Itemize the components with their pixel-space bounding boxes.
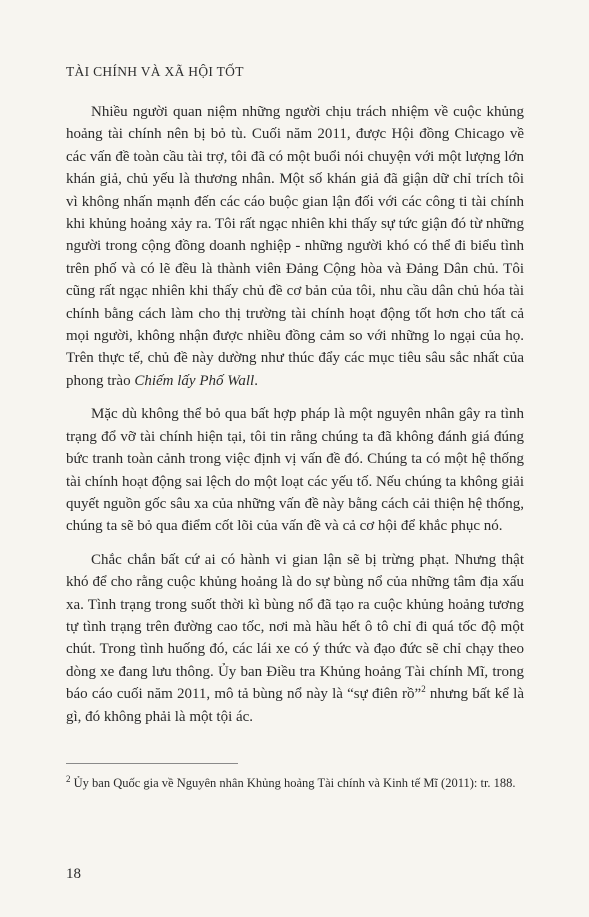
paragraph-1-tail: .: [254, 372, 258, 389]
paragraph-2: [66, 403, 524, 537]
running-header: TÀI CHÍNH VÀ XÃ HỘI TỐT: [66, 64, 244, 79]
footnote-divider: [66, 763, 238, 764]
paragraph-3-tail: nhưng bất kể là gì, đó không phải là một tội ác.: [66, 686, 524, 725]
page-number: 18: [66, 866, 81, 882]
paragraph-1-text: Nhiều người quan niệm những người chịu trách nhiệm về cuộc khủng hoảng tài chính nên bị bỏ tù. Cuối năm 2011, được Hội đồng Chicago về các vấn đề toàn cầu tài trợ, tôi đã có một buổi nói chuyện với một lượng lớn khán giả, chủ yếu là thương nhân. Một số khán giả đã giận dữ chỉ trích tôi vì không nhấn mạnh đến các cáo buộc gian lận đối với các công ti tài chính khi khủng hoảng xảy ra. Tôi rất ngạc nhiên khi thấy sự tức giận đó từ những người trong cộng đồng doanh nghiệp - những người khó có thể đi biểu tình trên phố và có lẽ đều là thành viên Đảng Cộng hòa và Đảng Dân chủ. Tôi cũng rất ngạc nhiên khi thấy chủ đề cơ bản của tôi, nhu cầu dân chủ hóa tài chính bằng cách làm cho thị trường tài chính hoạt động tốt hơn cho tất cả mọi người, không nhận được nhiều đồng cảm so với những lo ngại của họ. Trên thực tế, chủ đề này dường như thúc đẩy các mục tiêu sâu sắc nhất của phong trào: [66, 104, 524, 389]
footnote-mark: 2: [66, 773, 71, 784]
footnote-reference[interactable]: 2: [421, 684, 426, 695]
body-text: [66, 101, 524, 728]
paragraph-1-italic: Chiếm lấy Phố Wall: [134, 372, 255, 389]
paragraph-1: [66, 101, 524, 392]
footnote-text: Ủy ban Quốc gia về Nguyên nhân Khủng hoảng Tài chính và Kinh tế Mĩ (2011): tr. 188.: [70, 776, 516, 790]
paragraph-3: [66, 549, 524, 728]
footnote: [66, 774, 524, 792]
paragraph-3-text: Chắc chắn bất cứ ai có hành vi gian lận sẽ bị trừng phạt. Nhưng thật khó để cho rằng cuộc khủng hoảng là do sự bùng nổ của những tâm địa xấu xa. Tình trạng trong suốt thời kì bùng nổ đã tạo ra cuộc khủng hoảng tương tự tình trạng trên đường cao tốc, nơi mà hầu hết ô tô chỉ đi quá tốc độ một chút. Trong tình huống đó, các lái xe có ý thức và đạo đức sẽ chỉ chạy theo dòng xe đang lưu thông. Ủy ban Điều tra Khủng hoảng Tài chính Mĩ, trong báo cáo cuối năm 2011, mô tả bùng nổ này là “sự điên rồ”: [66, 551, 524, 703]
paragraph-2-text: Mặc dù không thể bỏ qua bất hợp pháp là một nguyên nhân gây ra tình trạng đổ vỡ tài chính hiện tại, tôi tin rằng chúng ta đã không đánh giá đúng bức tranh toàn cảnh trong việc định vị vấn đề đó. Chúng ta có một hệ thống tài chính hoạt động sai lệch do một loạt các yếu tố. Nếu chúng ta không giải quyết nguồn gốc sâu xa của những vấn đề này bằng cách cải thiện hệ thống, chúng ta sẽ bỏ qua điểm cốt lõi của vấn đề và cả cơ hội để khắc phục nó.: [66, 406, 524, 535]
